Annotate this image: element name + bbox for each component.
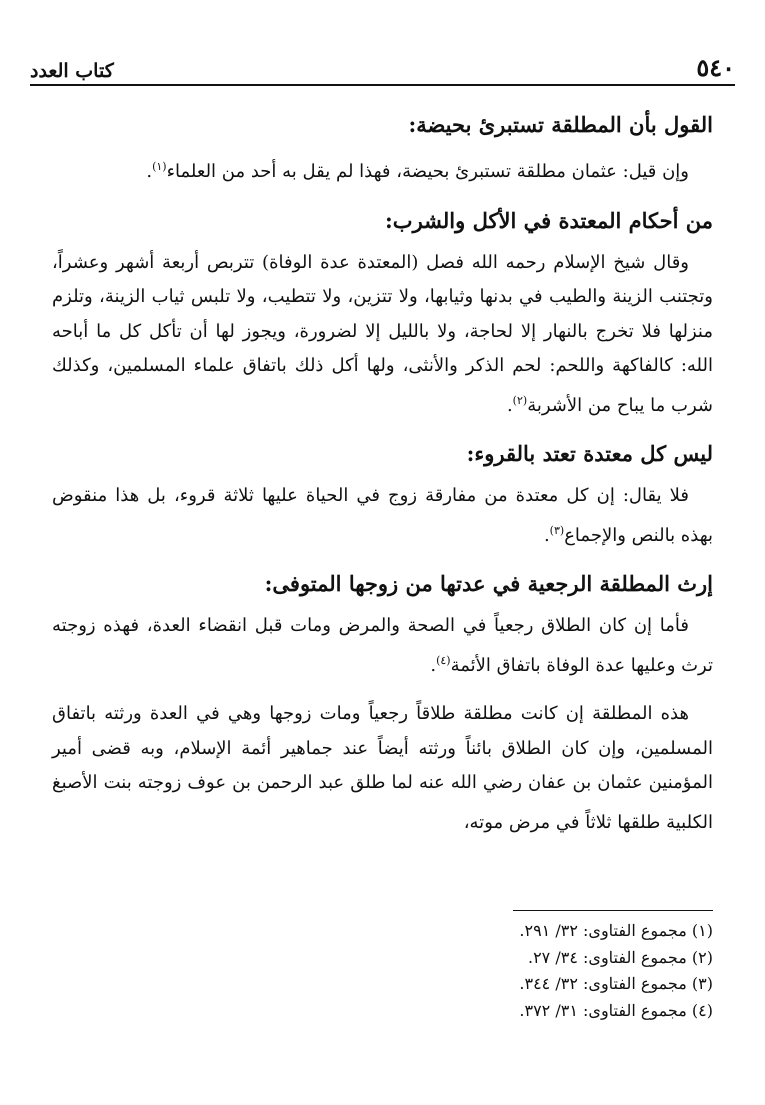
paragraph-text: وقال شيخ الإسلام رحمه الله فصل (المعتدة عدة الوفاة) تتربص أربعة أشهر وعشراً، وتجتنب الزينة والطيب في بدنها وثيابها، ولا تتزين، ولا تتطيب، ولا تلبس ثياب الزينة، وتلزم منزلها فلا تخرج بالنهار إلا لحاجة، ولا بالليل إلا لضرورة، ويجوز لها أن تأكل كل ما أباحه الله: كالفاكهة واللحم: لحم الذكر والأنثى، ولها أكل ذلك باتفاق علماء المسلمين، وكذلك شرب ما يباح من الأشربة (52, 251, 713, 416)
paragraph-text: هذه المطلقة إن كانت مطلقة طلاقاً رجعياً ومات زوجها وهي في العدة ورثته باتفاق المسلمين، وإن كان الطلاق بائناً ورثته أيضاً عند جماهير أئمة الإسلام، وبه قضى أمير المؤمنين عثمان بن عفان رضي الله عنه لما طلق عبد الرحمن بن عوف زوجته بنت الأصبغ الكلبية طلقها ثلاثاً في مرض موته، (52, 703, 713, 833)
book-title: كتاب العدد (30, 60, 114, 82)
section-heading: ليس كل معتدة تعتد بالقروء: (466, 441, 713, 466)
footnote-ref[interactable]: (٤) (436, 653, 451, 667)
footnote-divider (513, 910, 713, 911)
running-header (30, 50, 735, 82)
footnote-ref[interactable]: (١) (152, 160, 167, 173)
header-divider (30, 84, 735, 86)
footnote-ref[interactable]: (٢) (512, 393, 528, 407)
paragraph (52, 246, 713, 424)
footnote: (٣) مجموع الفتاوى: ٣٢/ ٣٤٤. (519, 974, 713, 993)
page-body (52, 108, 713, 854)
paragraph (52, 697, 713, 840)
footnote: (١) مجموع الفتاوى: ٣٢/ ٢٩١. (519, 921, 713, 940)
paragraph (52, 609, 713, 683)
footnotes (313, 918, 713, 1024)
footnote: (٢) مجموع الفتاوى: ٣٤/ ٢٧. (527, 947, 713, 967)
paragraph-tail: . (506, 394, 513, 416)
paragraph-tail: . (430, 654, 437, 676)
paragraph (52, 150, 713, 190)
paragraph-text: فأما إن كان الطلاق رجعياً في الصحة والمرض ومات قبل انقضاء العدة، فهذه زوجته ترث وعليها عدة الوفاة باتفاق الأئمة (52, 615, 713, 676)
page-number: ٥٤٠ (696, 53, 735, 82)
paragraph-tail: . (543, 524, 550, 546)
paragraph-tail: . (146, 161, 153, 182)
section-heading: إرث المطلقة الرجعية في عدتها من زوجها المتوفى: (264, 571, 713, 596)
section-heading: القول بأن المطلقة تستبرئ بحيضة: (408, 112, 713, 137)
footnote-ref[interactable]: (٣) (549, 523, 565, 537)
paragraph (52, 479, 713, 553)
paragraph-text: فلا يقال: إن كل معتدة من مفارقة زوج في الحياة عليها ثلاثة قروء، بل هذا منقوض بهذه بالنص والإجماع (52, 485, 713, 546)
section-heading: من أحكام المعتدة في الأكل والشرب: (385, 207, 713, 233)
footnote: (٤) مجموع الفتاوى: ٣١/ ٣٧٢. (519, 1000, 713, 1020)
paragraph-text: وإن قيل: عثمان مطلقة تستبرئ بحيضة، فهذا لم يقل به أحد من العلماء (166, 161, 689, 182)
